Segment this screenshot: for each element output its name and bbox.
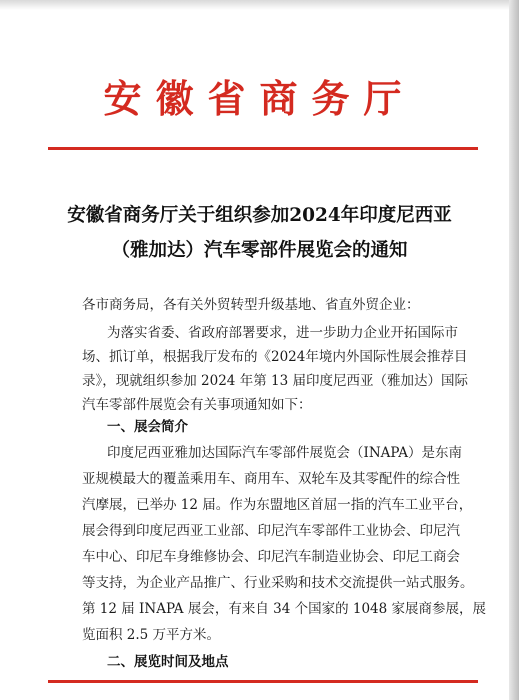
salutation: 各市商务局，各有关外贸转型升级基地、省直外贸企业： bbox=[82, 297, 420, 313]
section-1-line-3: 汽摩展，已举办 12 届。作为东盟地区首屈一指的汽车工业平台， bbox=[82, 497, 473, 513]
intro-line-3: 录》，现就组织参加 2024 年第 13 届印度尼西亚（雅加达）国际 bbox=[82, 373, 468, 389]
section-1-line-6: 等支持，为企业产品推广、行业采购和技术交流提供一站式服务。 bbox=[82, 575, 474, 591]
intro-line-4: 汽车零部件展览会有关事项通知如下： bbox=[82, 397, 312, 413]
section-1-heading: 一、展会简介 bbox=[107, 419, 188, 435]
section-1-line-7: 第 12 届 INAPA 展会，有来自 34 个国家的 1048 家展商参展，展 bbox=[82, 601, 487, 617]
document-title-line-2: （雅加达）汽车零部件展览会的通知 bbox=[111, 240, 408, 261]
section-1-line-1: 印度尼西亚雅加达国际汽车零部件展览会（INAPA）是东南 bbox=[107, 445, 462, 461]
footer-divider bbox=[48, 680, 478, 683]
letterhead-title: 安徽省商务厅 bbox=[103, 77, 416, 121]
page-top-fold bbox=[0, 0, 519, 10]
document-title-line-1: 安徽省商务厅关于组织参加2024年印度尼西亚 bbox=[67, 205, 452, 226]
section-1-line-4: 展会得到印度尼西亚工业部、印尼汽车零部件工业协会、印尼汽 bbox=[82, 523, 460, 539]
section-1-line-5: 车中心、印尼车身维修协会、印尼汽车制造业协会、印尼工商会 bbox=[82, 549, 460, 565]
intro-line-1: 为落实省委、省政府部署要求，进一步助力企业开拓国际市 bbox=[107, 325, 458, 341]
intro-line-2: 场、抓订单，根据我厅发布的《2024年境内外国际性展会推荐目 bbox=[82, 349, 468, 365]
letterhead-divider bbox=[48, 147, 478, 150]
section-2-heading: 二、展览时间及地点 bbox=[107, 654, 229, 670]
section-1-line-2: 亚规模最大的覆盖乘用车、商用车、双轮车及其零配件的综合性 bbox=[82, 471, 460, 487]
section-1-line-8: 览面积 2.5 万平方米。 bbox=[82, 627, 221, 643]
